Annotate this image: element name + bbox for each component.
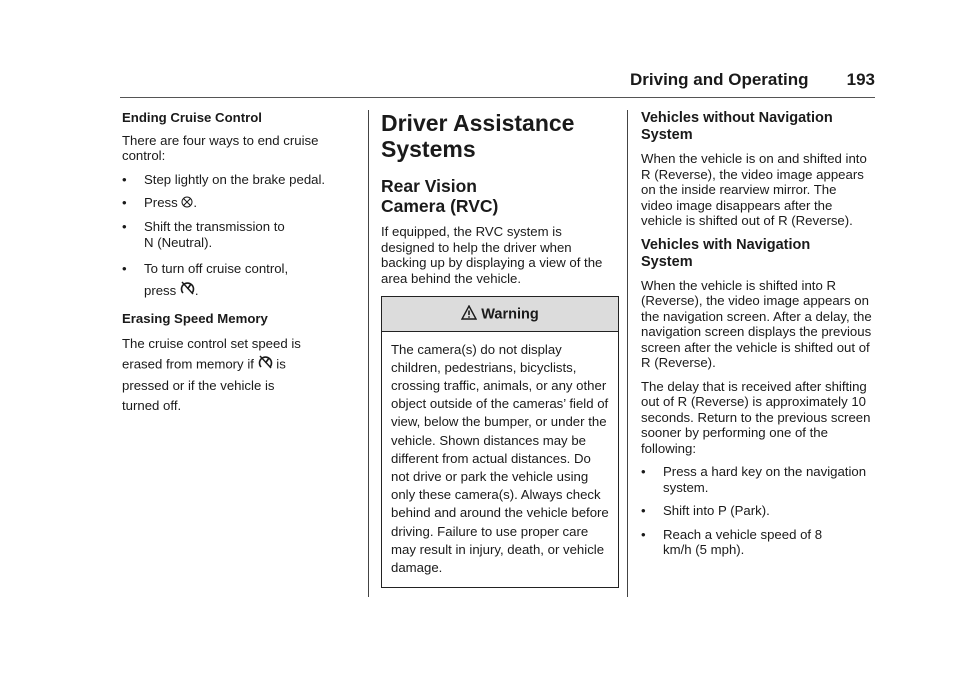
bullet: •	[641, 464, 646, 479]
column-navigation	[641, 110, 879, 566]
list-item: • Step lightly on the brake pedal.	[122, 171, 326, 187]
list-item: • Shift the transmission to N (Neutral).	[122, 219, 285, 250]
column-divider	[627, 110, 628, 597]
heading-erasing-memory: Erasing Speed Memory	[122, 311, 268, 327]
bullet: •	[122, 261, 127, 277]
section-title: Driving and Operating	[630, 70, 809, 89]
column-divider	[368, 110, 369, 597]
column-driver-assistance	[381, 110, 619, 588]
list-item: • Reach a vehicle speed of 8 km/h (5 mph).	[641, 526, 823, 557]
heading-with-navigation: Vehicles with Navigation System	[641, 236, 811, 270]
bullet: •	[122, 171, 127, 187]
bullet: •	[122, 195, 127, 210]
list-item: • To turn off cruise control, press .	[122, 258, 360, 303]
section-heading-rvc: Rear Vision Camera (RVC)	[381, 176, 499, 216]
warning-box	[381, 296, 619, 588]
cruise-on-off-icon	[180, 280, 195, 303]
column-cruise-control	[122, 110, 360, 424]
page-number: 193	[846, 70, 875, 89]
cruise-on-off-icon	[258, 354, 273, 376]
cancel-icon	[181, 196, 193, 212]
warning-body: The camera(s) do not display children, pedestrians, bicyclists, crossing traffic, animals, or any other object outside of the cameras’ field of view, below the bumper, or under the vehicle. Shown distances may be different from actual distances. Do not drive or park the vehicle using only these camera(s). Always check behind and around the vehicle before driving. Failure to use proper care may result in injury, death, or vehicle damage.	[391, 341, 609, 575]
list-item: • Press a hard key on the navigation system.	[641, 464, 867, 495]
list-item: • Shift into P (Park).	[641, 503, 770, 518]
list-item: • Press .	[122, 195, 198, 210]
warning-header	[382, 297, 618, 332]
intro-paragraph: There are four ways to end cruise control:	[122, 132, 319, 163]
chapter-title: Driver Assistance Systems	[381, 110, 575, 162]
heading-without-navigation: Vehicles without Navigation System	[641, 110, 833, 143]
warning-triangle-icon	[461, 305, 477, 325]
bullet: •	[641, 503, 646, 518]
paragraph-with-navigation: When the vehicle is shifted into R (Reverse), the video image appears on the navigation screen. After a delay, the navigation screen displays the previous screen after the vehicle is shifted out of R (Reverse).	[641, 277, 872, 370]
paragraph-without-navigation: When the vehicle is on and shifted into R (Reverse), the video image appears on the inside rearview mirror. The video image disappears after the vehicle is shifted out of R (Reverse).	[641, 151, 867, 228]
paragraph-delay: The delay that is received after shifting out of R (Reverse) is approximately 10 seconds. Return to the previous screen sooner by performing one of the following:	[641, 378, 871, 456]
heading-ending-cruise: Ending Cruise Control	[122, 110, 262, 125]
bullet: •	[641, 526, 646, 542]
erase-paragraph: The cruise control set speed is erased from memory if is pressed or if the vehicle is turned off.	[122, 335, 301, 413]
warning-title: Warning	[481, 306, 539, 323]
bullet: •	[122, 219, 127, 235]
rvc-intro: If equipped, the RVC system is designed to help the driver when backing up by displaying a view of the area behind the vehicle.	[381, 224, 603, 286]
header-rule	[120, 97, 875, 98]
